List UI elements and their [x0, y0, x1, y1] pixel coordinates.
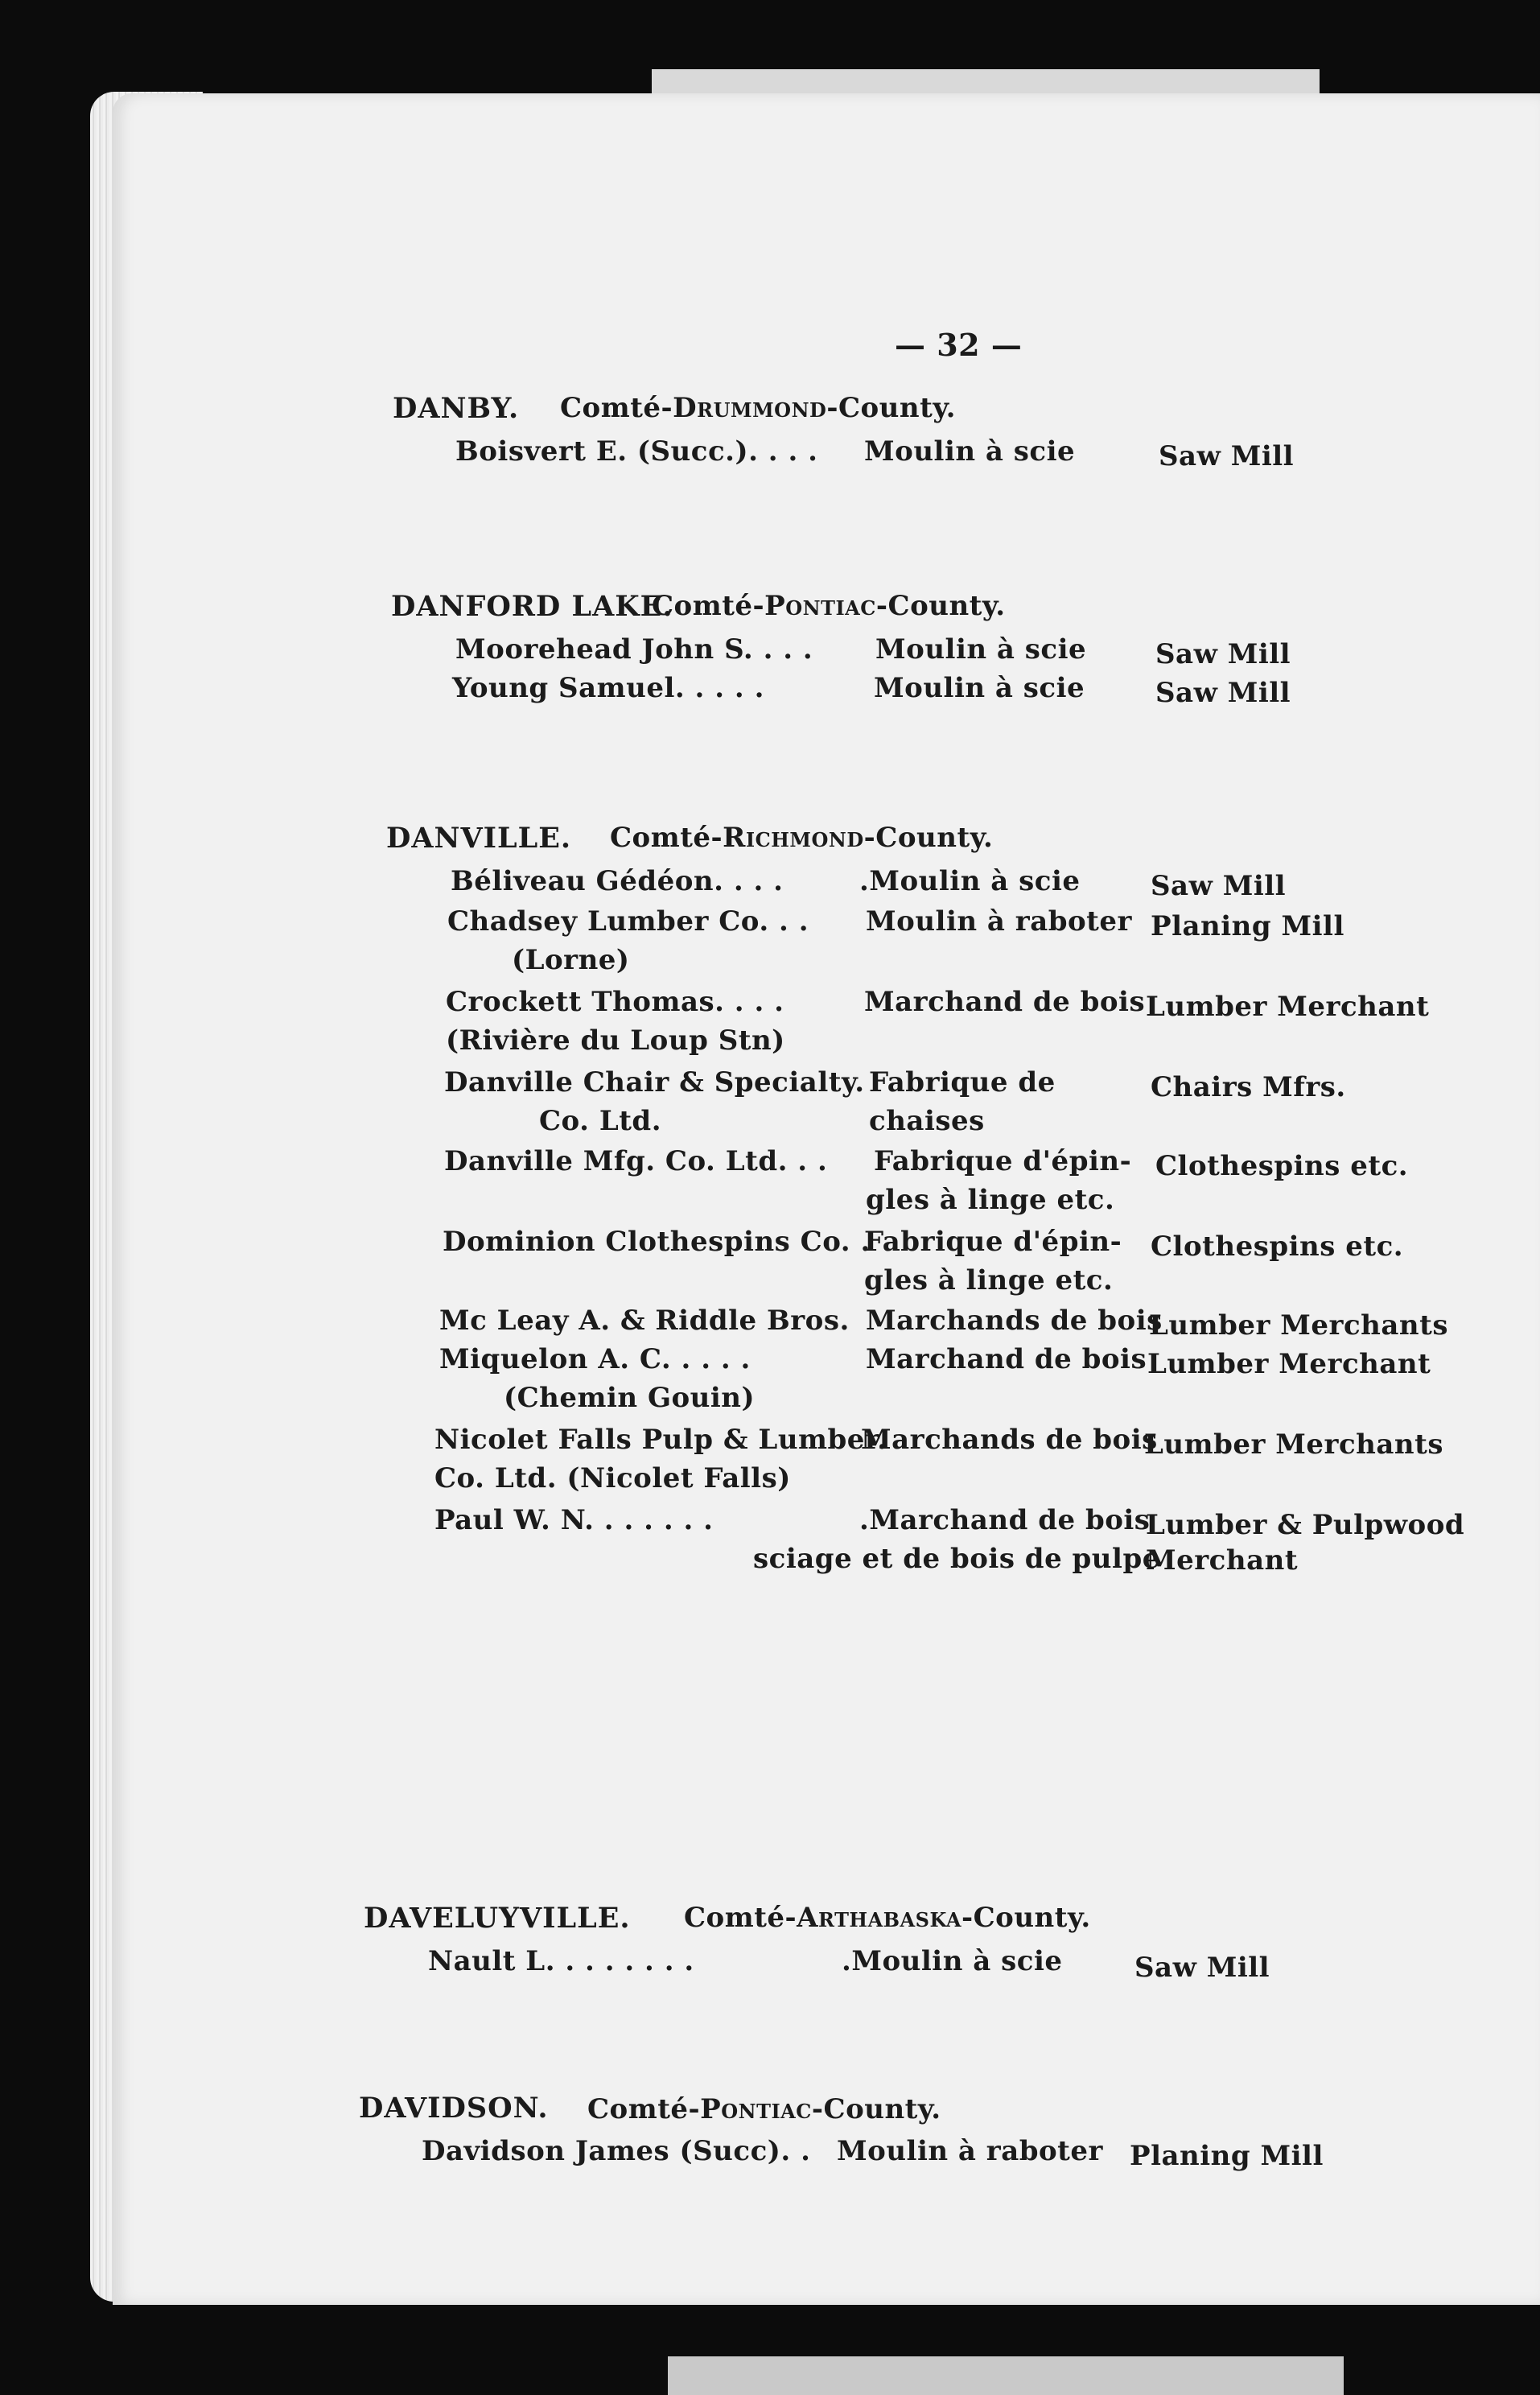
place-heading: DANFORD LAKE. [391, 590, 673, 623]
business-name: Danville Chair & Specialty. [444, 1066, 865, 1099]
business-type-en: Lumber & Pulpwood [1146, 1509, 1465, 1541]
business-name: Dominion Clothespins Co. . [443, 1226, 871, 1258]
business-type-en: Chairs Mfrs. [1151, 1071, 1346, 1103]
business-type-fr: Moulin à scie [875, 633, 1087, 666]
business-type-fr: .Moulin à scie [842, 1945, 1063, 1977]
business-type-fr: Moulin à raboter [866, 905, 1132, 938]
business-type-en: Lumber Merchants [1149, 1309, 1448, 1342]
county-label: Comté-Pontiac-County. [652, 590, 1006, 622]
business-type-fr: Marchands de bois [866, 1305, 1163, 1337]
business-location: Co. Ltd. (Nicolet Falls) [434, 1462, 791, 1494]
business-type-en: Planing Mill [1151, 910, 1344, 942]
business-type-fr-cont: sciage et de bois de pulpe [753, 1543, 1160, 1575]
business-type-fr: Fabrique d'épin- [874, 1145, 1132, 1177]
county-label: Comté-Richmond-County. [610, 822, 994, 854]
business-type-fr: Marchands de bois [861, 1424, 1158, 1456]
business-name: Paul W. N. . . . . . . [434, 1504, 714, 1536]
business-type-fr: .Moulin à scie [859, 865, 1081, 897]
county-label: Comté-Drummond-County. [560, 392, 957, 424]
business-location: Co. Ltd. [539, 1105, 662, 1137]
business-name: Danville Mfg. Co. Ltd. . . [444, 1145, 828, 1177]
business-type-en: Lumber Merchant [1147, 1348, 1431, 1380]
business-type-fr-cont: gles à linge etc. [864, 1264, 1114, 1296]
business-location: (Lorne) [512, 944, 630, 976]
place-heading: DAVELUYVILLE. [364, 1902, 631, 1935]
business-type-en: Saw Mill [1134, 1952, 1270, 1984]
business-name: Davidson James (Succ). . [422, 2135, 811, 2167]
business-location: (Chemin Gouin) [504, 1382, 756, 1414]
business-type-en: Clothespins etc. [1155, 1150, 1409, 1182]
place-heading: DAVIDSON. [359, 2092, 549, 2125]
business-type-en: Saw Mill [1155, 677, 1291, 709]
book-page [113, 93, 1540, 2305]
business-type-fr: Fabrique d'épin- [864, 1226, 1122, 1258]
business-type-en: Saw Mill [1159, 440, 1295, 472]
business-type-fr: Marchand de bois [864, 986, 1146, 1018]
business-name: Young Samuel. . . . . [452, 672, 764, 704]
business-type-fr: .Marchand de bois [859, 1504, 1151, 1536]
business-type-fr: Fabrique de [869, 1066, 1056, 1099]
business-type-en-cont: Merchant [1146, 1544, 1299, 1577]
business-type-en: Saw Mill [1151, 870, 1287, 902]
business-location: (Rivière du Loup Stn) [446, 1024, 785, 1057]
business-name: Boisvert E. (Succ.). . . . [455, 435, 818, 468]
business-type-fr: Marchand de bois [866, 1343, 1147, 1375]
business-type-fr-cont: chaises [869, 1105, 985, 1137]
county-label: Comté-Pontiac-County. [587, 2093, 941, 2125]
business-name: Miquelon A. C. . . . . [439, 1343, 751, 1375]
business-type-en: Clothespins etc. [1151, 1230, 1404, 1263]
page-number: — 32 — [895, 327, 1023, 363]
place-heading: DANVILLE. [386, 822, 572, 855]
business-type-fr-cont: gles à linge etc. [866, 1184, 1115, 1216]
business-type-fr: Moulin à scie [874, 672, 1085, 704]
scanner-strip-bottom [668, 2356, 1344, 2395]
business-name: Crockett Thomas. . . . [446, 986, 784, 1018]
business-name: Béliveau Gédéon. . . . [451, 865, 784, 897]
business-name: Nicolet Falls Pulp & Lumber. [434, 1424, 887, 1456]
business-type-en: Planing Mill [1130, 2140, 1324, 2172]
business-type-fr: Moulin à scie [864, 435, 1076, 468]
place-heading: DANBY. [393, 392, 520, 425]
business-name: Mc Leay A. & Riddle Bros. [439, 1305, 850, 1337]
business-type-fr: Moulin à raboter [837, 2135, 1103, 2167]
business-name: Moorehead John S. . . . [455, 633, 813, 666]
business-type-en: Lumber Merchant [1146, 991, 1430, 1023]
business-type-en: Lumber Merchants [1144, 1428, 1443, 1461]
county-label: Comté-Arthabaska-County. [684, 1902, 1091, 1934]
business-name: Nault L. . . . . . . . [428, 1945, 694, 1977]
business-type-en: Saw Mill [1155, 638, 1291, 670]
business-name: Chadsey Lumber Co. . . [447, 905, 809, 938]
